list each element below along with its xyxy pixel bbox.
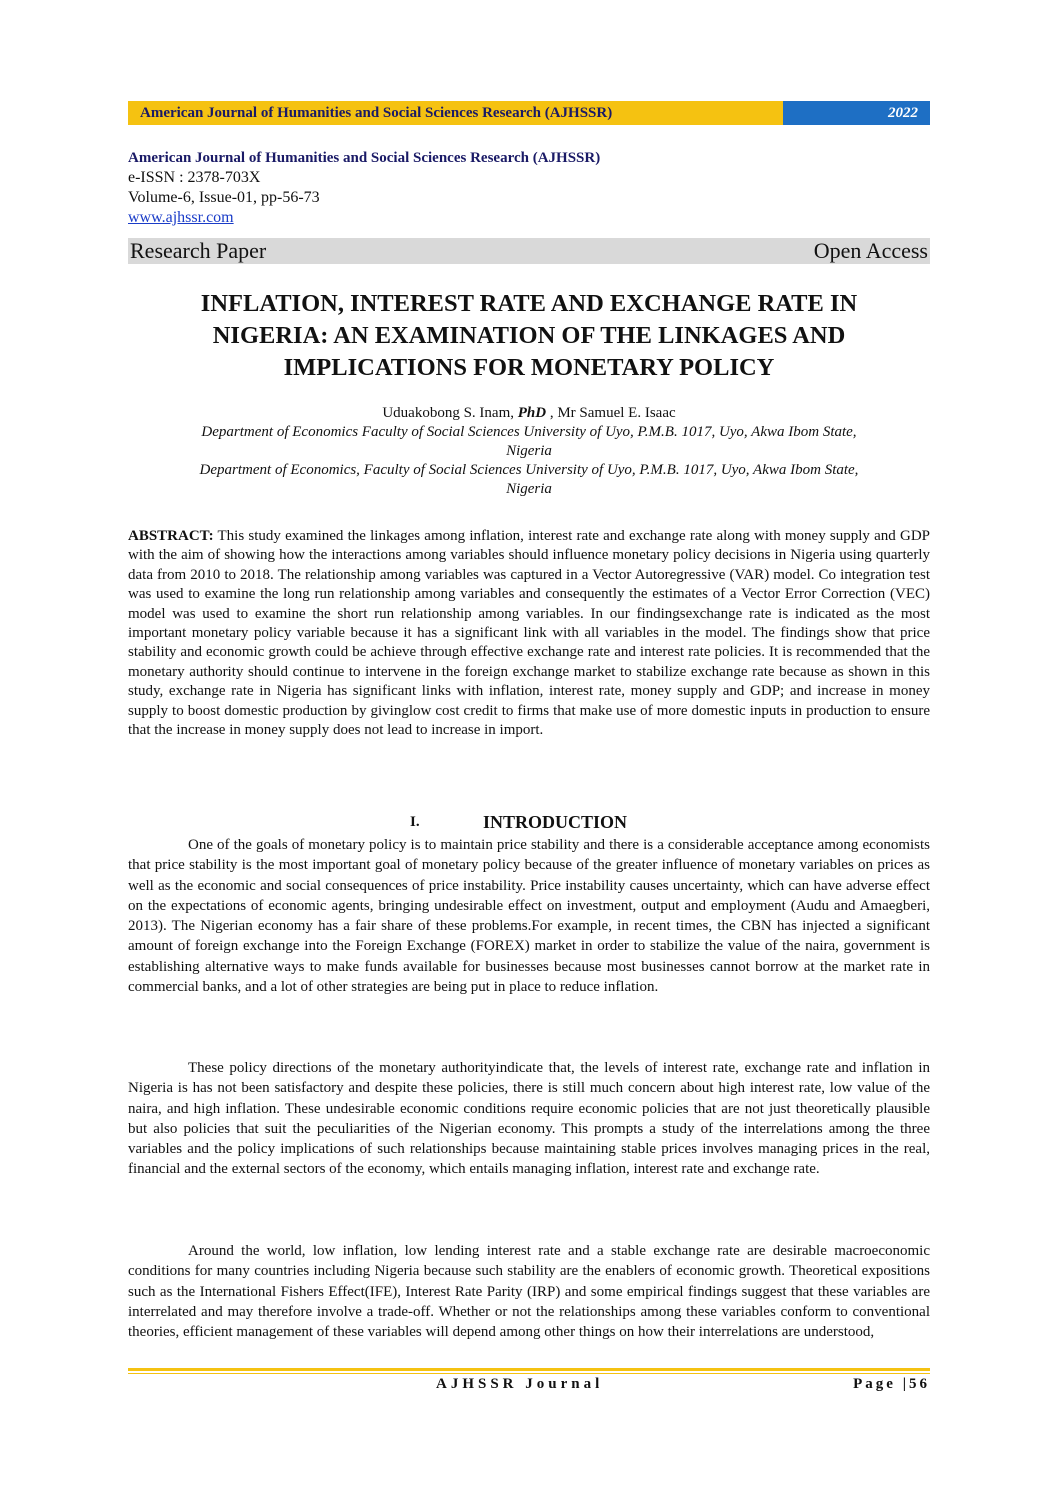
author-block [128,404,930,499]
affiliation-1-country: Nigeria [506,443,552,459]
affiliation-1: Department of Economics Faculty of Social Sciences University of Uyo, P.M.B. 1017, Uyo, Akwa Ibom State, [201,424,857,440]
journal-info [128,148,930,228]
body-paragraph-1: One of the goals of monetary policy is to maintain price stability and there is a considerable acceptance among economists that price stability is the most important goal of monetary policy because of the greater influence of monetary variables on prices as well as the economic and social consequences of price instability. Price instability causes uncertainty, which can have adverse effect on the expectations of economic agents, bringing undesirable effect on investment, output and employment (Audu and Amaegberi, 2013). The Nigerian economy has a fair share of these problems.For example, in recent times, the CBN has injected a significant amount of foreign exchange into the Foreign Exchange (FOREX) market in order to stabilize the value of the naira, government is establishing alternative ways to make funds available for businesses because most businesses cannot borrow at the market rate in commercial banks, and a lot of other strategies are being put in place to reduce inflation. [128,837,930,996]
author-names [128,404,930,423]
paper-type-bar [128,238,930,264]
body-paragraph-2: These policy directions of the monetary authorityindicate that, the levels of interest rate, exchange rate and inflation in Nigeria is has not been satisfactory and despite these policies, there is still much concern about high interest rate, low value of the naira, and high inflation. These undesirable economic conditions require economic policies that are not just theoretically plausible but also policies that suit the peculiarities of the Nigerian economy. This prompts a study of the interrelations among the three variables and the policy implications of such relationships because maintaining stable prices involves managing prices in the real, financial and the external sectors of the economy, which entails managing inflation, interest rate and exchange rate. [128,1060,930,1178]
section-heading [128,812,930,834]
journal-banner [128,101,930,125]
title-line: NIGERIA: AN EXAMINATION OF THE LINKAGES AND [212,322,846,349]
abstract [128,527,930,740]
footer-rule [128,1368,930,1371]
website-link[interactable]: www.ajhssr.com [128,209,234,226]
banner-journal-name: American Journal of Humanities and Social Sciences Research (AJHSSR) [128,101,783,125]
footer-page [853,1376,930,1393]
journal-name: American Journal of Humanities and Social Sciences Research (AJHSSR) [128,150,601,166]
title-line: INFLATION, INTEREST RATE AND EXCHANGE RATE IN [200,290,858,317]
access-type: Open Access [813,238,928,263]
author-2: , Mr Samuel E. Isaac [546,405,676,421]
page-footer [128,1376,930,1396]
page-number: 56 [909,1376,930,1392]
paper-type: Research Paper [130,238,267,263]
affiliation-2: Department of Economics, Faculty of Social Sciences University of Uyo, P.M.B. 1017, Uyo, Akwa Ibom State, [199,462,859,478]
paper-title [128,288,930,384]
volume-issue: Volume-6, Issue-01, pp-56-73 [128,189,320,206]
author-degree: PhD [517,405,547,421]
page-label: Page | [853,1376,909,1392]
section-title: INTRODUCTION [483,812,628,832]
abstract-label: ABSTRACT: [128,528,214,544]
author-1: Uduakobong S. Inam, [382,405,518,421]
title-line: IMPLICATIONS FOR MONETARY POLICY [283,354,775,381]
banner-year: 2022 [783,101,930,125]
section-number: I. [410,814,420,830]
footer-rule-thin [128,1373,930,1374]
issn: e-ISSN : 2378-703X [128,169,261,186]
body-paragraph-3: Around the world, low inflation, low lending interest rate and a stable exchange rate are desirable macroeconomic conditions for many countries including Nigeria because such stability are the enablers of economic growth. Theoretical expositions such as the International Fishers Effect(IFE), Interest Rate Parity (IRP) and some empirical findings suggest that these variables are interrelated and may therefore involve a trade-off. Whether or not the relationships among these variables conform to conventional theories, efficient management of these variables will depend among other things on how their interrelations are understood, [128,1243,930,1341]
footer-journal: AJHSSR Journal [436,1376,604,1392]
affiliation-2-country: Nigeria [506,481,552,497]
abstract-text: This study examined the linkages among inflation, interest rate and exchange rate along with money supply and GDP with the aim of showing how the interactions among variables should influence monetary policy decisions in Nigeria using quarterly data from 2010 to 2018. The relationship among variables was captured in a Vector Autoregressive (VAR) model. Co integration test was used to examine the long run relationship among variables and consequently the estimates of a Vector Error Correction (VEC) model was used to examine the short run relationship among variables. In our findingsexchange rate is indicated as the most important monetary policy variable because it has a significant link with all variables in the model. The findings show that price stability and economic growth could be achieve through effective exchange rate and interest rate policies. It is recommended that the monetary authority should continue to intervene in the foreign exchange market to stabilize exchange rate because as shown in this study, exchange rate in Nigeria has significant links with inflation, interest rate, money supply and GDP; and increase in money supply to boost domestic production by givinglow cost credit to firms that make use of more domestic inputs in production to ensure that the increase in money supply does not lead to increase in import. [128,528,930,739]
